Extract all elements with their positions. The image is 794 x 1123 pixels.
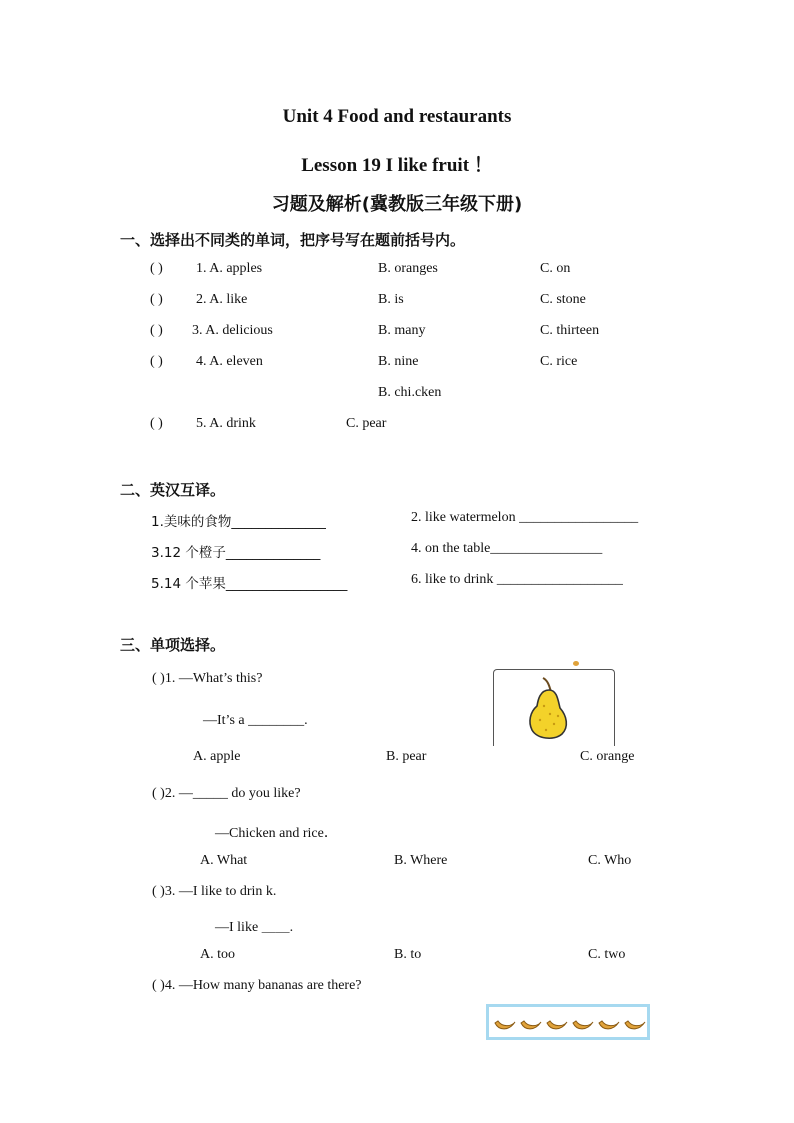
option-b: B. is [378,292,404,307]
question-2-answer-line: —Chicken and rice． [215,826,338,841]
answer-bracket[interactable]: ( ) [150,261,163,276]
translate-item[interactable]: 5.14 个苹果__________________ [151,576,348,592]
pear-icon [494,670,614,746]
option-b-extra: B. chi.cken [378,385,442,400]
page-title: Unit 4 Food and restaurants [282,106,512,127]
question-1-option-a: A. apple [193,749,241,764]
question-2-stem[interactable]: ( )2. —_____ do you like? [152,786,301,801]
question-2-option-a: A. What [200,853,248,868]
banana-row [489,1007,647,1037]
option-b: B. nine [378,354,419,369]
exercise-subtitle: 习题及解析(冀教版三年级下册) [271,194,523,215]
answer-bracket[interactable]: ( ) [150,323,163,338]
question-3-option-c: C. two [588,947,626,962]
option-c: C. on [540,261,571,276]
question-2-option-b: B. Where [394,853,448,868]
decorative-dot [573,661,579,666]
pear-picture-frame [493,669,615,746]
banana-icon [625,1021,645,1029]
banana-icon [547,1021,567,1029]
lesson-title: Lesson 19 I like fruit ！ [301,155,493,176]
translate-item[interactable]: 2. like watermelon _________________ [411,510,639,525]
option-b: B. many [378,323,426,338]
option-a: 5. A. drink [196,416,256,431]
answer-bracket[interactable]: ( ) [150,416,163,431]
answer-bracket[interactable]: ( ) [150,354,163,369]
question-3-answer-line: —I like ＿＿. [215,920,294,935]
question-3-stem[interactable]: ( )3. —I like to drin k. [152,884,277,899]
section-3-heading: 三、单项选择。 [120,636,226,654]
answer-bracket[interactable]: ( ) [150,292,163,307]
option-b: B. oranges [378,261,438,276]
option-c: C. pear [346,416,387,431]
question-3-option-b: B. to [394,947,422,962]
option-c: C. thirteen [540,323,600,338]
translate-item[interactable]: 1.美味的食物______________ [151,514,326,530]
banana-icon [495,1021,515,1029]
option-a: 4. A. eleven [196,354,263,369]
question-4-stem[interactable]: ( )4. —How many bananas are there? [152,978,362,993]
question-2-option-c: C. Who [588,853,632,868]
option-a: 1. A. apples [196,261,263,276]
banana-icon [573,1021,593,1029]
translate-item[interactable]: 6. like to drink __________________ [411,572,623,587]
banana-icon [521,1021,541,1029]
question-1-option-b: B. pear [386,749,427,764]
translate-item[interactable]: 4. on the table________________ [411,541,603,556]
translate-item[interactable]: 3.12 个橙子______________ [151,545,321,561]
option-c: C. stone [540,292,586,307]
question-3-option-a: A. too [200,947,235,962]
banana-picture-frame [486,1004,650,1040]
option-a: 3. A. delicious [192,323,273,338]
section-2-heading: 二、英汉互译。 [120,481,226,499]
option-c: C. rice [540,354,578,369]
section-1-heading: 一、选择出不同类的单词，把序号写在题前括号内。 [120,231,466,249]
option-a: 2. A. like [196,292,248,307]
question-1-stem[interactable]: ( )1. —What’s this? [152,671,263,686]
banana-icon [599,1021,619,1029]
question-1-option-c: C. orange [580,749,635,764]
question-1-answer-line: —It’s a ________. [203,713,308,728]
